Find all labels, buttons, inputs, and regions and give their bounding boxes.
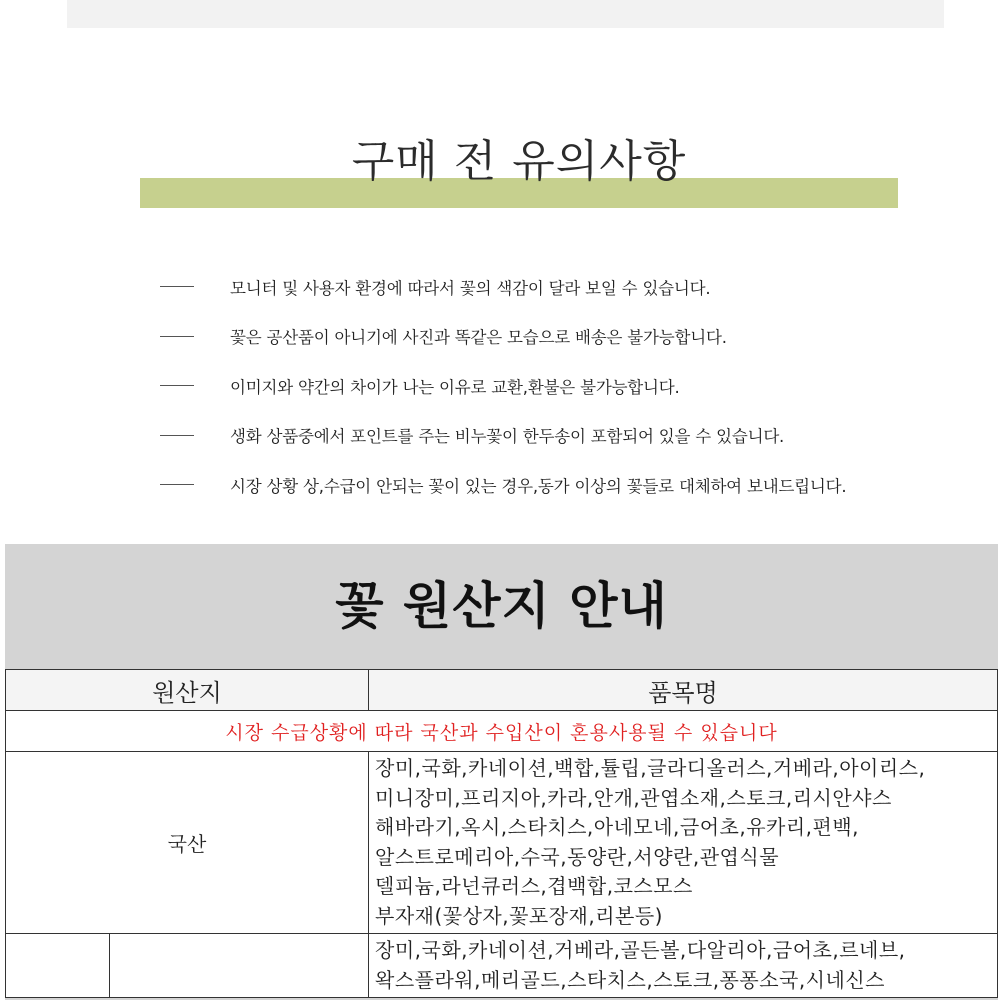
dash-icon [160,385,194,386]
table-notice-row [6,711,998,752]
origin-section [5,544,998,1000]
table-row [6,934,998,998]
notice-title: 구매 전 유의사항 [351,136,687,187]
dash-icon [160,286,194,287]
notice-item [160,262,846,312]
notice-text: 꽃은 공산품이 아니기에 사진과 똑같은 모습으로 배송은 불가능합니다. [230,328,727,348]
table-row [6,752,998,934]
dash-icon [160,484,194,485]
dash-icon [160,336,194,337]
notice-item [160,312,846,362]
items-line: 장미,국화,카네이션,거베라,골든볼,다알리아,금어초,르네브, [375,938,906,962]
items-line: 델피늄,라넌큐러스,겹백합,코스모스 [375,874,693,898]
origin-title: 꽃 원산지 안내 [335,577,668,635]
notice-text: 생화 상품중에서 포인트를 주는 비누꽃이 한두송이 포함되어 있을 수 있습니다. [230,427,785,447]
region-imported [110,934,369,998]
notice-text: 모니터 및 사용자 환경에 따라서 꽃의 색감이 달라 보일 수 있습니다. [230,278,711,298]
items-domestic [369,752,998,934]
notice-title-block [140,130,900,210]
items-line: 해바라기,옥시,스타치스,아네모네,금어초,유카리,편백, [375,815,860,839]
notice-item [160,361,846,411]
notice-list [160,262,846,510]
table-header-row [6,670,998,711]
items-line: 부자재(꽃상자,꽃포장재,리본등) [375,903,663,928]
top-banner-strip [67,0,944,28]
header-items: 품목명 [369,670,998,711]
dash-icon [160,435,194,436]
items-imported [369,934,998,998]
origin-table [5,669,998,998]
notice-text: 이미지와 약간의 차이가 나는 이유로 교환,환불은 불가능합니다. [230,377,680,397]
notice-item [160,411,846,461]
items-line: 미니장미,프리지아,카라,안개,관엽소재,스토크,리시안샤스 [375,785,892,810]
notice-item [160,460,846,510]
items-line: 알스트로메리아,수국,동양란,서양란,관엽식물 [375,844,780,869]
items-line: 왁스플라워,메리골드,스타치스,스토크,퐁퐁소국,시네신스 [375,967,885,992]
region-imported-group [6,934,110,998]
header-origin: 원산지 [6,670,369,711]
mixing-notice: 시장 수급상황에 따라 국산과 수입산이 혼용사용될 수 있습니다 [6,711,998,752]
region-domestic: 국산 [6,752,369,934]
notice-text: 시장 상황 상,수급이 안되는 꽃이 있는 경우,동가 이상의 꽃들로 대체하여 보내드립니다. [230,476,847,496]
items-line: 장미,국화,카네이션,백합,튤립,글라디올러스,거베라,아이리스, [375,756,926,780]
